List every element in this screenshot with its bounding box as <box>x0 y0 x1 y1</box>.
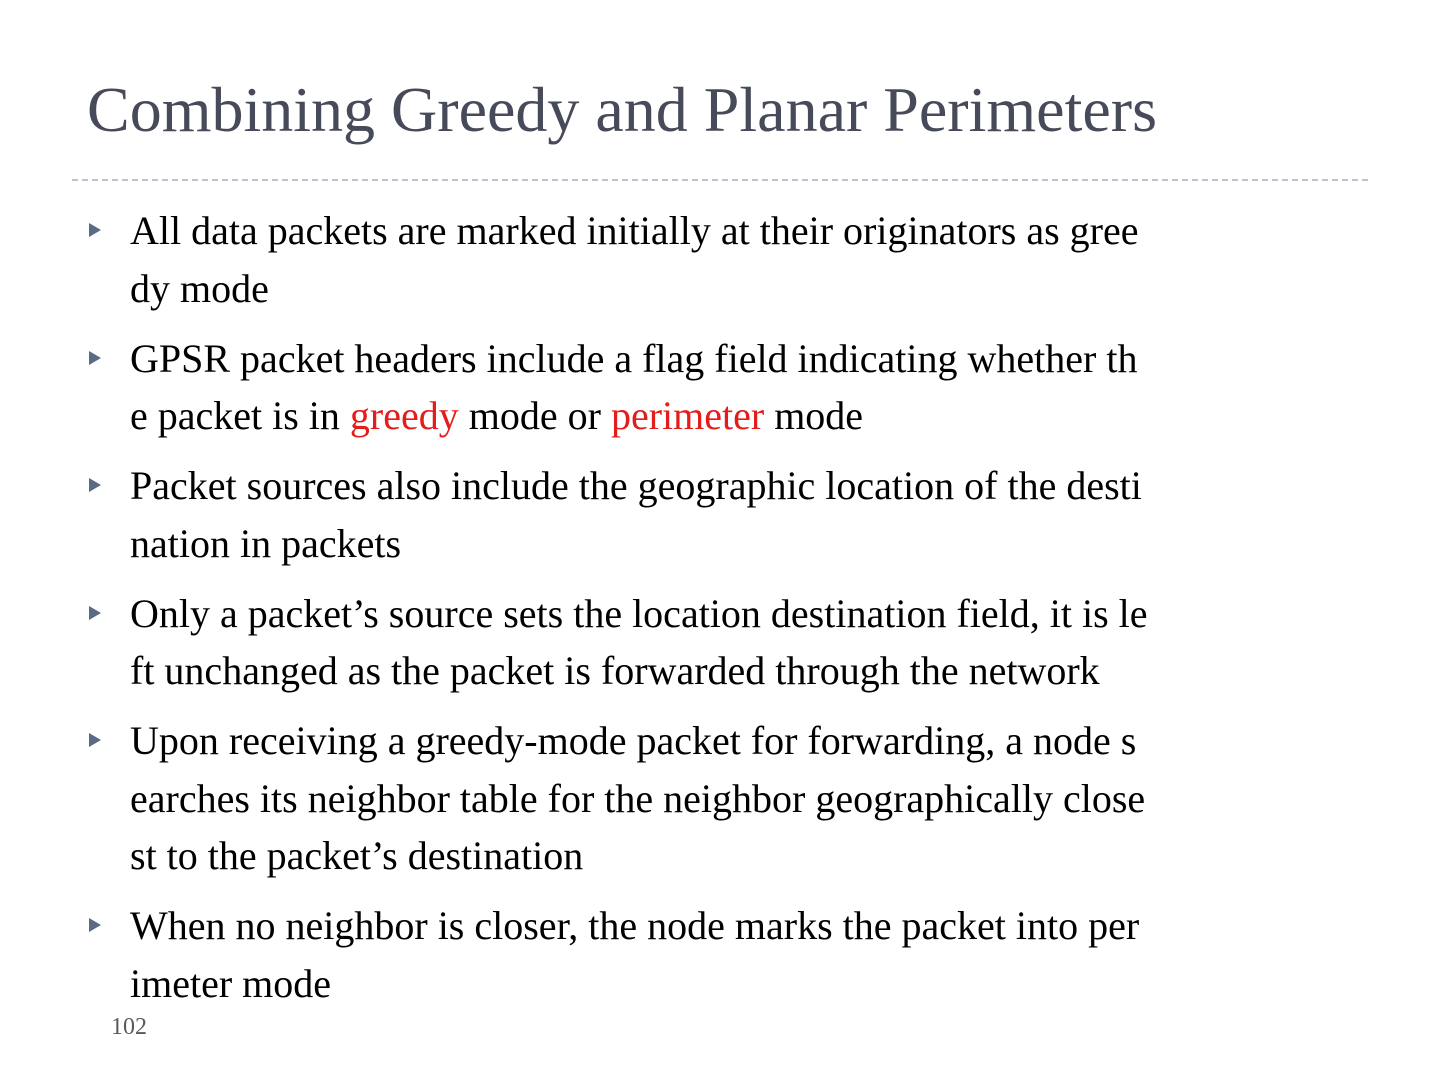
bullet-line: Packet sources also include the geographic location of the desti <box>130 463 1142 508</box>
bullet-item <box>87 330 1362 445</box>
bullet-line: When no neighbor is closer, the node marks the packet into per <box>130 903 1140 948</box>
bullet-line: st to the packet’s destination <box>130 833 584 878</box>
bullet-triangle-icon <box>89 918 101 932</box>
bullet-line: dy mode <box>130 265 269 311</box>
bullet-line: GPSR packet headers include a flag field indicating whether th <box>130 335 1138 381</box>
bullet-line <box>130 387 1362 445</box>
slide-number: 102 <box>111 1014 147 1040</box>
bullet-triangle-icon <box>89 733 101 747</box>
highlight-perimeter: perimeter <box>610 393 765 438</box>
bullet-line: imeter mode <box>130 960 332 1006</box>
slide-title: Combining Greedy and Planar Perimeters <box>87 74 1157 145</box>
highlight-greedy: greedy <box>349 393 459 438</box>
bullet-line: Upon receiving a greedy-mode packet for forwarding, a node s <box>130 718 1137 763</box>
bullet-line: earches its neighbor table for the neighbor geographically close <box>130 775 1146 821</box>
bullet-triangle-icon <box>89 223 101 237</box>
bullet-item <box>87 897 1362 1012</box>
title-divider <box>72 179 1368 181</box>
bullet-text: mode or <box>458 393 611 438</box>
bullet-list <box>87 202 1362 1025</box>
bullet-item <box>87 585 1362 700</box>
bullet-item <box>87 202 1362 317</box>
bullet-line: Only a packet’s source sets the location destination field, it is le <box>130 590 1148 636</box>
bullet-text: e packet is in <box>130 393 350 438</box>
bullet-item <box>87 712 1362 885</box>
bullet-line: ft unchanged as the packet is forwarded through the network <box>130 648 1100 693</box>
bullet-triangle-icon <box>89 478 101 492</box>
bullet-triangle-icon <box>89 351 101 365</box>
bullet-item <box>87 457 1362 572</box>
bullet-text: mode <box>764 393 864 438</box>
bullet-line: All data packets are marked initially at their originators as gree <box>130 208 1139 253</box>
bullet-line: nation in packets <box>130 520 402 566</box>
bullet-triangle-icon <box>89 606 101 620</box>
